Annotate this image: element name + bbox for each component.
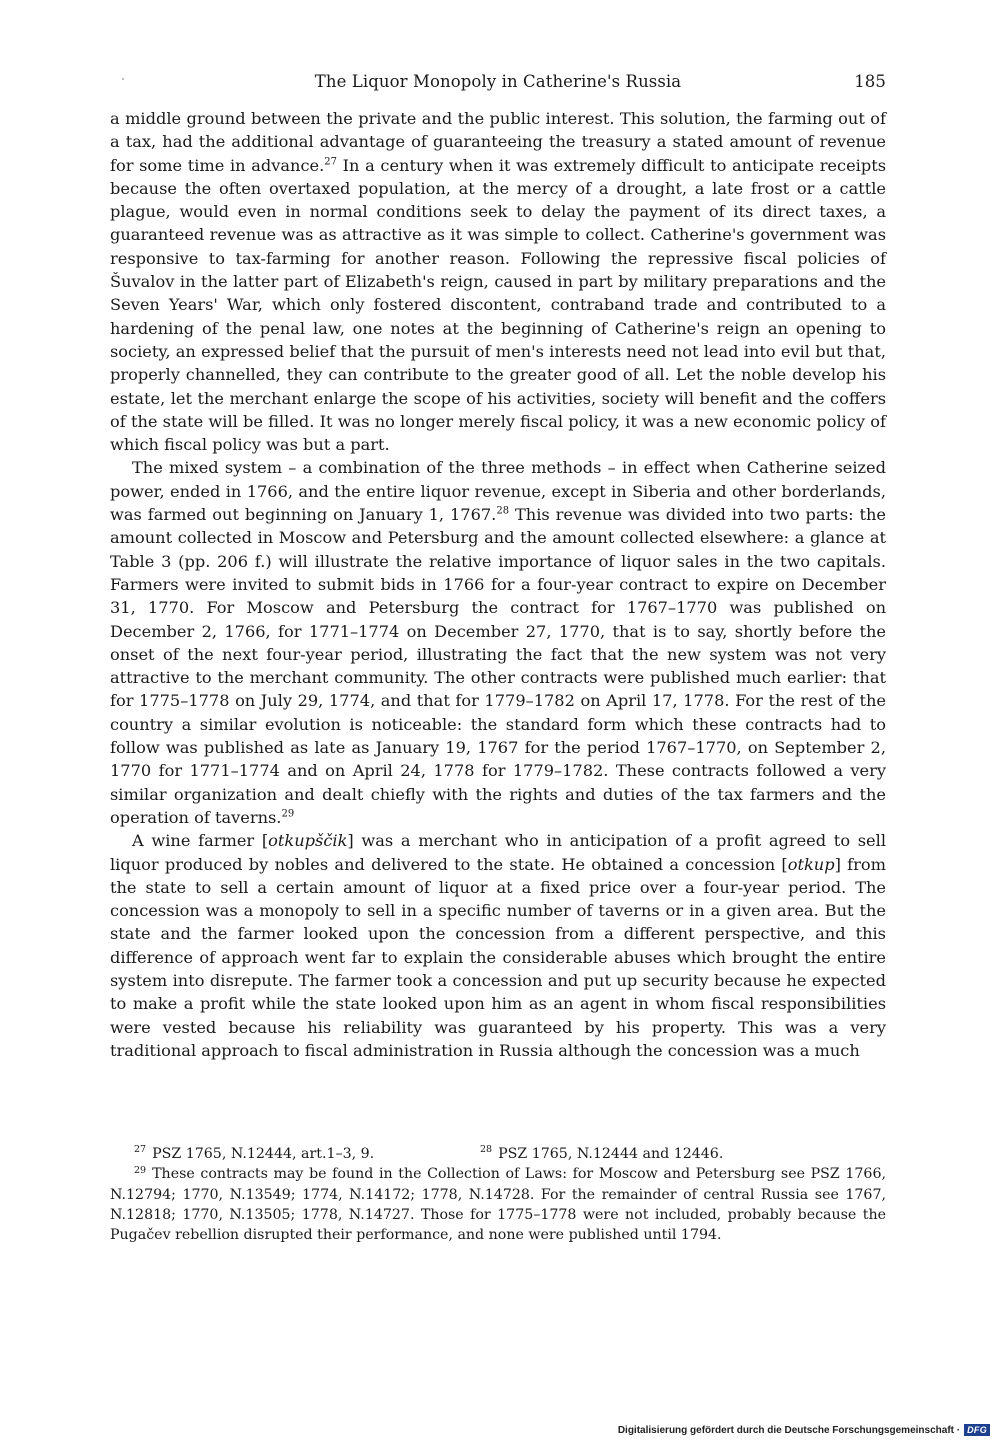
paragraph (110, 107, 886, 456)
paragraph (110, 456, 886, 829)
italic-term: otkup (787, 854, 835, 874)
footnote-number: 27 (134, 1144, 147, 1156)
paragraph (110, 829, 886, 1062)
footnote-29 (110, 1164, 886, 1245)
footnote-number: 29 (134, 1164, 147, 1176)
text-run: ] was a merchant who in anticipation of a profit agreed to sell liquor produced by nobles and delivered to the state. He obtained a concession [ (110, 831, 886, 874)
footnote-text: PSZ 1765, N.12444, art.1–3, 9. (152, 1146, 375, 1163)
text-run: A wine farmer [ (132, 831, 269, 851)
footnotes (110, 1144, 886, 1245)
footnote-27 (110, 1144, 480, 1164)
dfg-logo-icon: DFG (964, 1424, 990, 1436)
text-run: In a century when it was extremely difficult to anticipate receipts because the often overtaxed population, at the mercy of a drought, a late frost or a cattle plague, would even in normal conditions seek to delay the payment of its direct taxes, a guaranteed revenue was as attractive as it was simple to collect. Catherine's government was responsive to tax-farming for another reason. Following the repressive fiscal policies of Šuvalov in the latter part of Elizabeth's reign, caused in part by military preparations and the Seven Years' War, which only fostered discontent, contraband trade and contributed to a hardening of the penal law, one notes at the beginning of Catherine's reign an opening to society, an expressed belief that the pursuit of men's interests need not lead into evil but that, properly channelled, they can contribute to the greater good of all. Let the noble develop his estate, let the merchant enlarge the scope of his activities, society will benefit and the coffers of the state will be filled. It was no longer merely fiscal policy, it was a new economic policy of which fiscal policy was but a part. (110, 155, 887, 455)
text-run: a middle ground between the private and the public interest. This solution, the farming out of a tax, had the additional advantage of guaranteeing the treasury a stated amount of revenue for some time in advance. (110, 109, 886, 175)
running-head (110, 72, 886, 91)
footnote-ref: 27 (324, 156, 337, 168)
footnote-number: 28 (480, 1144, 493, 1156)
page (110, 72, 886, 1245)
text-run: The mixed system – a combination of the three methods – in effect when Catherine seized power, ended in 1766, and the entire liquor revenue, except in Siberia and other borderlands, was farmed out beginning on January 1, 1767. (110, 458, 886, 525)
footnote-28 (480, 1144, 886, 1164)
page-number: 185 (854, 72, 886, 91)
footnote-ref: 29 (281, 808, 295, 820)
italic-term: otkupščik (268, 831, 348, 851)
footnote-text: PSZ 1765, N.12444 and 12446. (498, 1146, 724, 1163)
footnote-row (110, 1144, 886, 1164)
digitization-text: Digitalisierung gefördert durch die Deutsche Forschungsgemeinschaft · (617, 1424, 961, 1436)
digitization-note (618, 1424, 990, 1436)
footnote-ref: 28 (496, 505, 510, 517)
text-run: This revenue was divided into two parts: the amount collected in Moscow and Petersburg and the amount collected elsewhere: a glance at Table 3 (pp. 206 f.) will illustrate the relative importance of liquor sales in the two capitals. Farmers were invited to submit bids in 1766 for a four-year contract to expire on December 31, 1770. For Moscow and Petersburg the contract for 1767–1770 was published on December 2, 1766, for 1771–1774 on December 27, 1770, that is to say, shortly before the onset of the next four-year period, illustrating the fact that the new system was not very attractive to the merchant community. The other contracts were published much earlier: that for 1775–1778 on July 29, 1774, and that for 1779–1782 on April 17, 1778. For the rest of the country a similar evolution is noticeable: the standard form which these contracts had to follow was published as late as January 19, 1767 for the period 1767–1770, on September 2, 1770 for 1771–1774 and on April 24, 1778 for 1779–1782. These contracts followed a very similar organization and dealt chiefly with the rights and duties of the tax farmers and the operation of taverns. (110, 505, 886, 827)
footnote-text: These contracts may be found in the Collection of Laws: for Moscow and Petersburg see PSZ 1766, N.12794; 1770, N.13549; 1774, N.14172; 1778, N.14728. For the remainder of central Russia see 1767, N.12818; 1770, N.13505; 1778, N.14727. Those for 1775–1778 were not included, probably because the Pugačev rebellion disrupted their performance, and none were published until 1794. (110, 1166, 886, 1243)
running-title: The Liquor Monopoly in Catherine's Russia (314, 72, 682, 91)
text-run: ] from the state to sell a certain amount of liquor at a fixed price over a four-year period. The concession was a monopoly to sell in a specific number of taverns or in a given area. But the state and the farmer looked upon the concession from a different perspective, and this difference of approach went far to explain the considerable abuses which brought the entire system into disrepute. The farmer took a concession and put up security because he expected to make a profit while the state looked upon him as an agent in whom fiscal responsibilities were vested because his reliability was guaranteed by his property. This was a very traditional approach to fiscal administration in Russia although the concession was a much (110, 854, 886, 1060)
body-text (110, 107, 886, 1062)
